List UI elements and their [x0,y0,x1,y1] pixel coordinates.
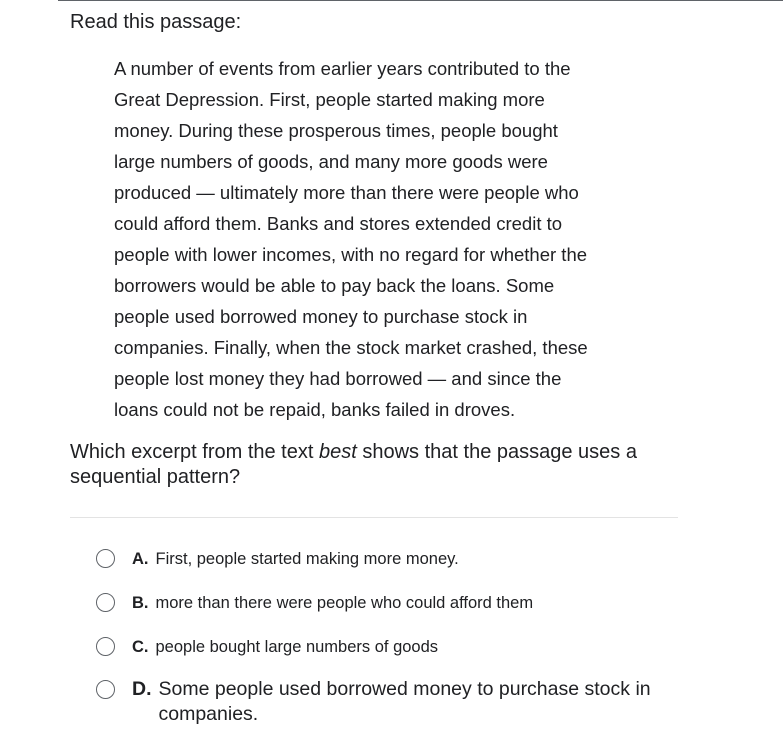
choice-letter: D. [132,678,152,700]
passage-line: people lost money they had borrowed — and since the [114,368,562,389]
choice-letter: A. [132,550,149,568]
answer-choice-c[interactable] [96,637,438,657]
choice-text: more than there were people who could afford them [155,594,534,612]
passage-line: money. During these prosperous times, people bought [114,120,558,141]
choice-text: people bought large numbers of goods [155,638,439,656]
reading-passage [114,53,654,425]
answer-choice-b[interactable] [96,593,533,613]
passage-line: large numbers of goods, and many more goods were [114,151,548,172]
question-divider [70,517,678,518]
choice-letter: B. [132,594,149,612]
question-text-before: Which excerpt from the text [70,441,319,463]
choice-letter: C. [132,638,149,656]
passage-line: Great Depression. First, people started making more [114,89,545,110]
question-text-after: shows that the passage uses a sequential pattern? [70,441,637,488]
passage-line: produced — ultimately more than there were people who [114,182,579,203]
answer-choice-a[interactable] [96,549,459,569]
passage-line: people with lower incomes, with no regard for whether the [114,244,588,265]
passage-intro: Read this passage: [70,11,242,33]
choice-text: Some people used borrowed money to purchase stock in companies. [158,678,651,725]
top-divider [58,0,783,1]
passage-line: people used borrowed money to purchase stock in [114,306,528,327]
passage-line: loans could not be repaid, banks failed in droves. [114,399,516,420]
question-prompt [70,440,710,490]
passage-line: could afford them. Banks and stores extended credit to [114,213,563,234]
choice-text: First, people started making more money. [155,550,459,568]
radio-button-icon[interactable] [96,549,115,568]
question-emphasis: best [318,441,357,463]
radio-button-icon[interactable] [96,680,115,699]
passage-line: A number of events from earlier years contributed to the [114,58,571,79]
passage-line: borrowers would be able to pay back the loans. Some [114,275,555,296]
passage-line: companies. Finally, when the stock market crashed, these [114,337,588,358]
answer-choice-d[interactable] [96,677,679,727]
radio-button-icon[interactable] [96,637,115,656]
radio-button-icon[interactable] [96,593,115,612]
